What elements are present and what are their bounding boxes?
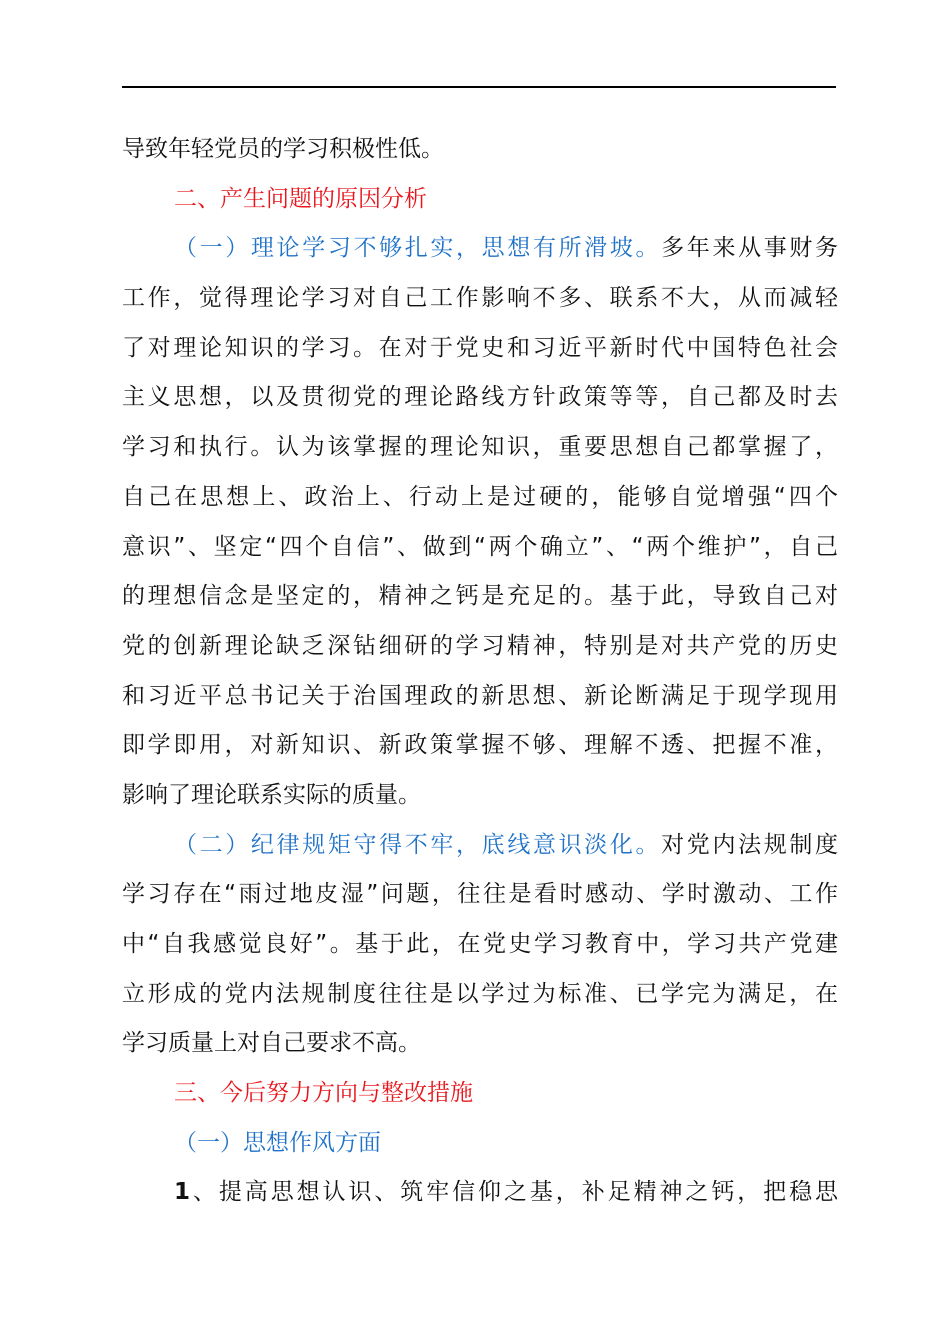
section-3-title: 三、今后努力方向与整改措施 bbox=[174, 1080, 473, 1107]
document-body bbox=[122, 125, 838, 1218]
item-1-heading: （一）理论学习不够扎实，思想有所滑坡。 bbox=[174, 235, 662, 262]
point-1-number: 1 bbox=[174, 1179, 191, 1206]
header-rule bbox=[122, 86, 836, 88]
section-2-item-1 bbox=[122, 224, 838, 820]
item-1-line: 和习近平总书记关于治国理政的新思想、新论断满足于现学现用 bbox=[122, 682, 838, 709]
item-1-first-line bbox=[122, 224, 838, 274]
paragraph-continuation: 导致年轻党员的学习积极性低。 bbox=[122, 136, 444, 162]
item-1-last-line: 影响了理论联系实际的质量。 bbox=[122, 781, 421, 808]
item-2-first-line bbox=[122, 821, 838, 871]
section-2-title: 二、产生问题的原因分析 bbox=[174, 185, 427, 212]
item-2-line: 立形成的党内法规制度往往是以学过为标准、已学完为满足，在 bbox=[122, 980, 838, 1007]
section-3-point-1 bbox=[122, 1168, 838, 1218]
item-1-line: 自己在思想上、政治上、行动上是过硬的，能够自觉增强“四个 bbox=[122, 483, 838, 510]
point-1-text: 、提高思想认识、筑牢信仰之基，补足精神之钙，把稳思 bbox=[190, 1179, 838, 1206]
item-2-last-line: 学习质量上对自己要求不高。 bbox=[122, 1030, 421, 1057]
item-1-first-line-rest: 多年来从事财务 bbox=[661, 235, 838, 262]
item-2-heading: （二）纪律规矩守得不牢，底线意识淡化。 bbox=[174, 831, 662, 858]
item-1-line: 了对理论知识的学习。在对于党史和习近平新时代中国特色社会 bbox=[122, 334, 838, 361]
item-1-line: 党的创新理论缺乏深钻细研的学习精神，特别是对共产党的历史 bbox=[122, 632, 838, 659]
item-2-line: 学习存在“雨过地皮湿”问题，往往是看时感动、学时激动、工作 bbox=[122, 881, 838, 908]
item-1-line: 即学即用，对新知识、新政策掌握不够、理解不透、把握不准， bbox=[122, 732, 838, 759]
item-1-line: 学习和执行。认为该掌握的理论知识，重要思想自己都掌握了， bbox=[122, 434, 838, 461]
item-2-line: 中“自我感觉良好”。基于此，在党史学习教育中，学习共产党建 bbox=[122, 931, 838, 957]
section-3-item-1-heading: （一）思想作风方面 bbox=[174, 1129, 381, 1156]
item-2-first-line-rest: 对党内法规制度 bbox=[661, 831, 838, 858]
item-1-line: 工作，觉得理论学习对自己工作影响不多、联系不大，从而减轻 bbox=[122, 285, 838, 312]
item-1-line: 意识”、坚定“四个自信”、做到“两个确立”、“两个维护”，自己 bbox=[122, 533, 838, 560]
section-2-item-2 bbox=[122, 821, 838, 1069]
item-1-line: 的理想信念是坚定的，精神之钙是充足的。基于此，导致自己对 bbox=[122, 583, 838, 610]
item-1-line: 主义思想，以及贯彻党的理论路线方针政策等等，自己都及时去 bbox=[122, 384, 838, 411]
